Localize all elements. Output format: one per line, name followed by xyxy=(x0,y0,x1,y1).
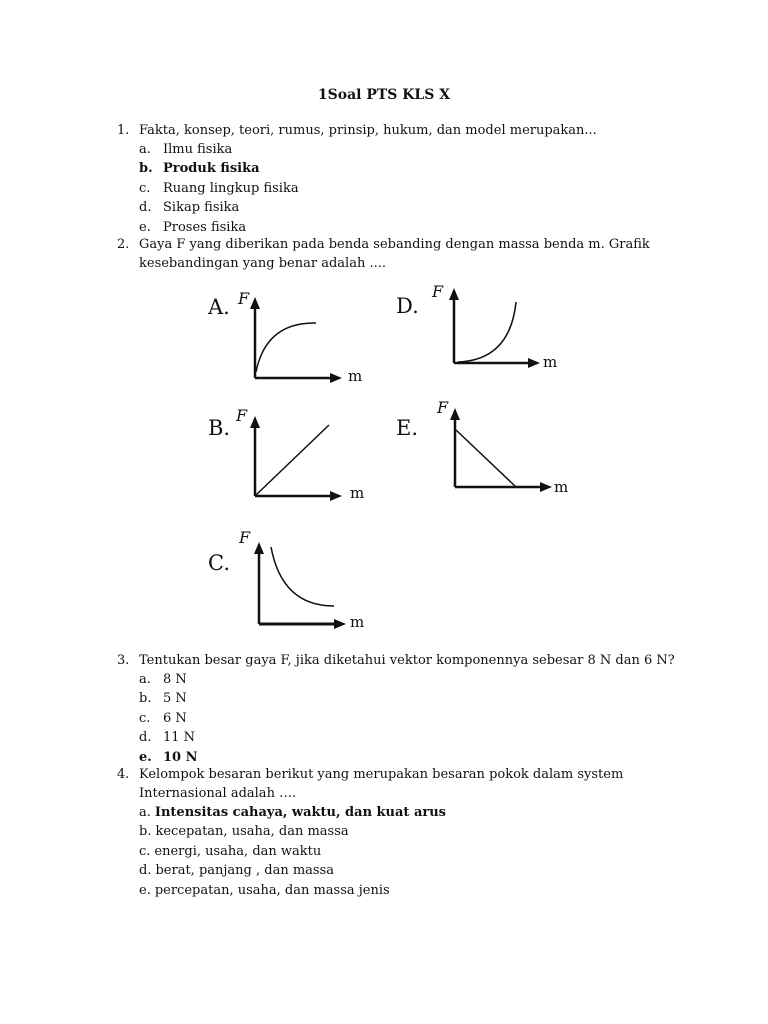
graph-label: C. xyxy=(208,551,230,575)
option-text: percepatan, usaha, dan massa jenis xyxy=(154,882,390,898)
graph-c xyxy=(208,528,364,631)
y-axis-arrow xyxy=(449,288,459,300)
graph-curve xyxy=(256,323,316,372)
option-letter: c. xyxy=(139,710,151,726)
option-letter: d. xyxy=(139,863,152,879)
graph-label: B. xyxy=(208,416,231,440)
option-letter: e. xyxy=(139,749,152,765)
option-letter: d. xyxy=(139,730,152,746)
question-text: Kelompok besaran berikut yang merupakan besaran pokok dalam system Internasional adalah …. xyxy=(139,767,624,801)
page-title: 1Soal PTS KLS X xyxy=(317,87,451,103)
option-letter: e. xyxy=(139,882,151,898)
option-letter: a. xyxy=(139,672,151,687)
option-e xyxy=(139,881,677,900)
option-letter: e. xyxy=(139,219,151,235)
option-letter: c. xyxy=(139,843,151,859)
x-axis-arrow xyxy=(330,491,342,501)
x-axis-arrow xyxy=(540,482,552,492)
option-c xyxy=(139,709,677,728)
x-axis-label: m xyxy=(350,484,365,502)
graph-curve xyxy=(271,547,334,606)
graph-label: E. xyxy=(396,416,419,440)
option-text: energi, usaha, dan waktu xyxy=(154,843,322,859)
option-a xyxy=(139,670,677,689)
option-text: berat, panjang , dan massa xyxy=(155,863,335,879)
option-text: 11 N xyxy=(163,730,196,746)
graph-line xyxy=(256,425,329,495)
x-axis-label: m xyxy=(554,478,569,496)
y-axis-label: F xyxy=(236,406,248,425)
options-list xyxy=(139,670,677,767)
question-text: Fakta, konsep, teori, rumus, prinsip, hukum, dan model merupakan... xyxy=(139,123,597,138)
question-number: 4. xyxy=(117,767,130,782)
option-text: Ruang lingkup fisika xyxy=(163,180,299,196)
x-axis-label: m xyxy=(543,353,558,371)
y-axis-label: F xyxy=(239,528,251,547)
y-axis-label: F xyxy=(437,398,449,417)
x-axis-arrow xyxy=(330,373,342,383)
question-text: Tentukan besar gaya F, jika diketahui vektor komponennya sebesar 8 N dan 6 N? xyxy=(139,653,675,668)
x-axis-label: m xyxy=(350,613,365,631)
option-letter: b. xyxy=(139,824,152,840)
option-d xyxy=(139,728,677,747)
graph-label: D. xyxy=(396,294,419,318)
graph-b xyxy=(208,406,364,502)
option-text: 6 N xyxy=(163,710,187,726)
graph-d xyxy=(396,282,557,371)
option-letter: a. xyxy=(139,805,151,820)
question-number: 1. xyxy=(117,123,130,138)
graph-a xyxy=(207,289,362,385)
x-axis-label: m xyxy=(348,367,363,385)
y-axis-arrow xyxy=(254,542,264,554)
option-d xyxy=(139,861,677,880)
option-text: Produk fisika xyxy=(163,161,260,177)
option-b xyxy=(139,689,677,708)
option-text: Ilmu fisika xyxy=(163,142,233,157)
option-a xyxy=(139,803,677,822)
option-letter: d. xyxy=(139,200,152,216)
option-text: kecepatan, usaha, dan massa xyxy=(155,824,349,840)
x-axis-arrow xyxy=(334,619,346,629)
y-axis-arrow xyxy=(250,416,260,428)
graph-e xyxy=(396,398,568,496)
option-letter: c. xyxy=(139,180,151,196)
graph-line xyxy=(456,430,515,486)
graph-curve xyxy=(458,302,516,362)
option-text: Sikap fisika xyxy=(163,200,240,216)
question-text: Gaya F yang diberikan pada benda sebanding dengan massa benda m. Grafik kesebandingan yang benar adalah .... xyxy=(139,237,650,271)
option-text: 8 N xyxy=(163,672,187,687)
option-text: 10 N xyxy=(163,749,198,765)
option-letter: b. xyxy=(139,691,152,707)
question-number: 2. xyxy=(117,237,130,252)
y-axis-label: F xyxy=(238,289,250,308)
y-axis-label: F xyxy=(432,282,444,301)
option-text: Intensitas cahaya, waktu, dan kuat arus xyxy=(154,805,447,820)
question-number: 3. xyxy=(117,653,130,668)
option-b xyxy=(139,822,677,841)
question-3 xyxy=(117,651,677,767)
option-c xyxy=(139,842,677,861)
option-text: Proses fisika xyxy=(163,219,247,235)
x-axis-arrow xyxy=(528,358,540,368)
option-letter: a. xyxy=(139,142,151,157)
options-list xyxy=(139,803,677,900)
y-axis-arrow xyxy=(450,408,460,420)
option-text: 5 N xyxy=(163,691,187,707)
y-axis-arrow xyxy=(250,297,260,309)
option-letter: b. xyxy=(139,161,153,177)
graph-label: A. xyxy=(208,295,230,319)
question-4 xyxy=(117,765,677,900)
